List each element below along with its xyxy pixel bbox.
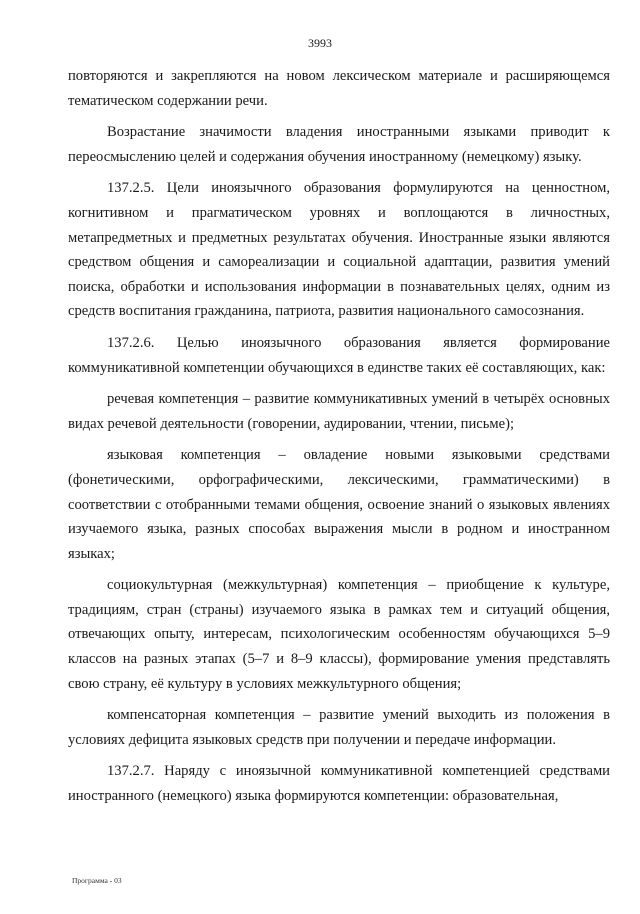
paragraph-137-2-6: 137.2.6. Целью иноязычного образования является формирование коммуникативной компетенции обучающихся в единстве таких её составляющих, как: bbox=[68, 334, 610, 376]
paragraph-continuation: повторяются и закрепляются на новом лексическом материале и расширяющемся тематическом содержании речи. bbox=[68, 68, 610, 109]
paragraph-speech-competence: речевая компетенция – развитие коммуникативных умений в четырёх основных видах речевой деятельности (говорении, аудировании, чтении, письме); bbox=[68, 391, 610, 432]
paragraph-137-2-5: 137.2.5. Цели иноязычного образования формулируются на ценностном, когнитивном и прагматическом уровнях и воплощаются в личностных, метапредметных и предметных результатах обучения. Иностранные языки являются средством общения и самореализации и социальной адаптации, развития умений поиска, обработки и использования информации в познавательных целях, одним из средств воспитания гражданина, патриота, развития национального самосознания. bbox=[68, 180, 610, 320]
paragraph-foreign-language-importance: Возрастание значимости владения иностранными языками приводит к переосмыслению целей и содержания обучения иностранному (немецкому) языку. bbox=[68, 124, 610, 165]
paragraph-137-2-7: 137.2.7. Наряду с иноязычной коммуникативной компетенцией средствами иностранного (немецкого) языка формируются компетенции: образовательная, bbox=[68, 763, 610, 805]
document-body bbox=[68, 64, 610, 816]
paragraph-compensatory-competence: компенсаторная компетенция – развитие умений выходить из положения в условиях дефицита языковых средств при получении и передаче информации. bbox=[68, 707, 610, 748]
page-footer: Программа - 03 bbox=[72, 876, 122, 885]
paragraph-sociocultural-competence: социокультурная (межкультурная) компетенция – приобщение к культуре, традициям, стран (страны) изучаемого языка в рамках тем и ситуаций общения, отвечающих опыту, интересам, психологическим особенностям обучающихся 5–9 классов на разных этапах (5–7 и 8–9 классы), формирование умения представлять свою страну, её культуру в условиях межкультурного общения; bbox=[68, 577, 610, 692]
page-number: 3993 bbox=[308, 36, 332, 50]
paragraph-language-competence: языковая компетенция – овладение новыми языковыми средствами (фонетическими, орфографическими, лексическими, грамматическими) в соответствии с отобранными темами общения, освоение знаний о языковых явлениях изучаемого языка, разных способах выражения мысли в родном и иностранном языках; bbox=[68, 447, 610, 562]
